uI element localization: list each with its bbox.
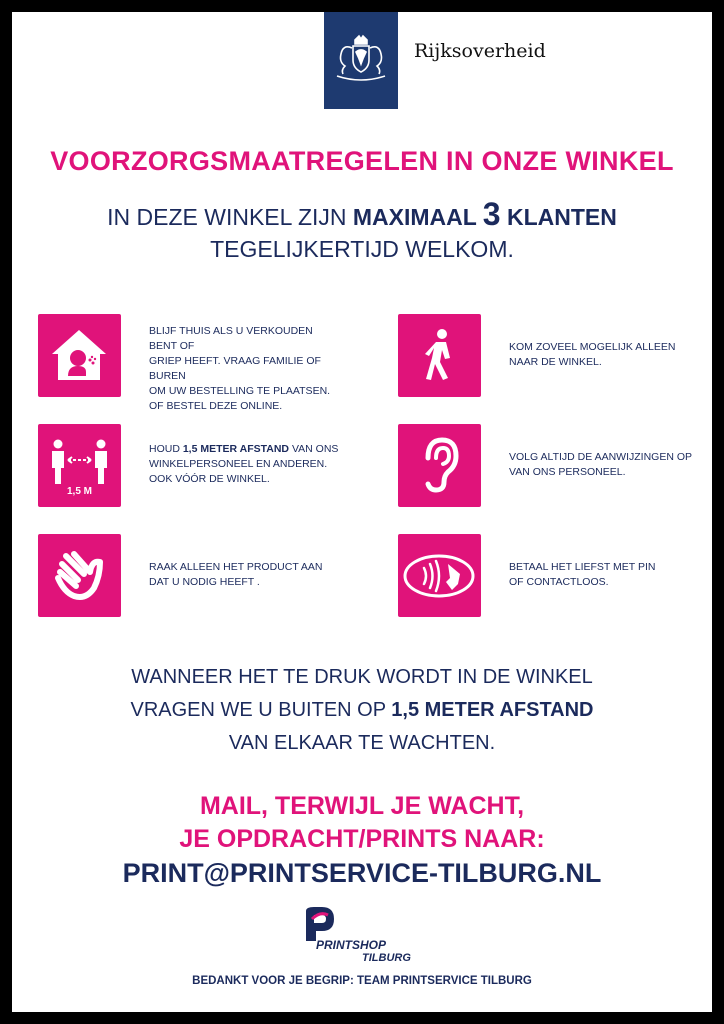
rule-icon-house <box>38 314 121 397</box>
rule-line: VOLG ALTIJD DE AANWIJZINGEN OP <box>509 451 693 463</box>
max-customers-number: 3 <box>482 196 501 232</box>
subtitle-line-2: TEGELIJKERTIJD WELKOM. <box>210 236 514 262</box>
rule-icon-ear <box>398 424 481 507</box>
rule-icon-walk <box>398 314 481 397</box>
rule-line: KOM ZOVEEL MOGELIJK ALLEEN <box>509 341 676 353</box>
rule-line: WINKELPERSONEEL EN ANDEREN. <box>149 458 328 470</box>
rule-line: VAN ONS PERSONEEL. <box>509 466 626 478</box>
rule-line <box>149 442 359 457</box>
hand-icon <box>38 534 121 617</box>
subtitle-text: IN DEZE WINKEL ZIJN <box>107 204 353 230</box>
rule-line: BLIJF THUIS ALS U VERKOUDEN BENT OF <box>149 325 313 352</box>
printshop-logo <box>302 905 422 970</box>
rule-text-touch <box>149 560 339 590</box>
contactless-payment-icon <box>398 534 481 617</box>
email-address[interactable]: PRINT@PRINTSERVICE-TILBURG.NL <box>122 858 602 888</box>
rule-line: OF BESTEL DEZE ONLINE. <box>149 400 283 412</box>
brand-name: Rijksoverheid <box>414 40 546 62</box>
mail-line-1: MAIL, TERWIJL JE WACHT, <box>199 792 525 820</box>
rule-line: OM UW BESTELLING TE PLAATSEN. <box>149 385 331 397</box>
shop-name-line-1: PRINTSHOP <box>316 938 387 952</box>
rijksoverheid-logo <box>324 12 398 109</box>
house-sick-icon <box>38 314 121 397</box>
rule-line: OF CONTACTLOOS. <box>509 576 609 588</box>
rule-text-distance <box>149 442 359 487</box>
subtitle-bold: MAXIMAAL <box>352 204 483 230</box>
rule-line: NAAR DE WINKEL. <box>509 356 602 368</box>
distance-label: 1,5 M <box>66 486 93 497</box>
subtitle-line-1 <box>12 196 712 233</box>
rule-text-follow-staff <box>509 450 699 480</box>
rule-text-payment <box>509 560 699 590</box>
ear-icon <box>398 424 481 507</box>
rule-icon-payment <box>398 534 481 617</box>
rule-line: BETAAL HET LIEFST MET PIN <box>509 561 656 573</box>
rule-line: GRIEP HEEFT. VRAAG FAMILIE OF BUREN <box>149 355 321 382</box>
crowd-line-2 <box>12 699 712 722</box>
rule-line: OOK VÓÓR DE WINKEL. <box>149 473 270 485</box>
mail-line-2: JE OPDRACHT/PRINTS NAAR: <box>179 825 545 853</box>
subtitle-bold-2: KLANTEN <box>500 204 617 230</box>
rule-text-stay-home <box>149 324 339 414</box>
rule-post: VAN ONS <box>289 443 339 455</box>
rule-icon-hand <box>38 534 121 617</box>
rule-bold: 1,5 METER AFSTAND <box>182 443 290 455</box>
coat-of-arms-icon <box>333 34 389 84</box>
crowd-line-2-bold: 1,5 METER AFSTAND <box>391 699 594 721</box>
thanks-text: BEDANKT VOOR JE BEGRIP: TEAM PRINTSERVICE TILBURG <box>192 975 532 987</box>
rule-text-come-alone <box>509 340 699 370</box>
poster <box>12 12 712 1012</box>
crowd-line-1: WANNEER HET TE DRUK WORDT IN DE WINKEL <box>131 666 593 688</box>
rule-line: RAAK ALLEEN HET PRODUCT AAN <box>149 561 323 573</box>
distance-icon <box>38 424 121 507</box>
crowd-line-3: VAN ELKAAR TE WACHTEN. <box>228 732 496 754</box>
shop-name-line-2: TILBURG <box>362 952 411 964</box>
crowd-line-2-text: VRAGEN WE U BUITEN OP <box>130 699 392 721</box>
rule-icon-distance <box>38 424 121 507</box>
page-title: VOORZORGSMAATREGELEN IN ONZE WINKEL <box>50 146 674 176</box>
walking-person-icon <box>398 314 481 397</box>
rule-line: DAT U NODIG HEEFT . <box>149 576 260 588</box>
rule-pre: HOUD <box>149 443 183 455</box>
